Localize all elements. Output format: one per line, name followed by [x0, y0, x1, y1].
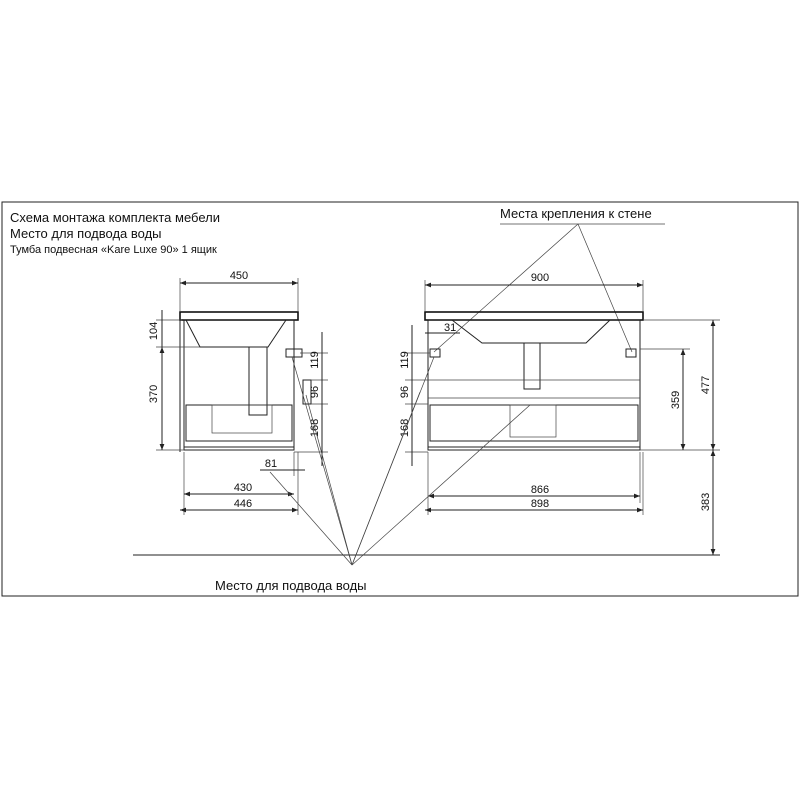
dim-side-430: 430 [233, 482, 253, 494]
dim-side-450: 450 [229, 270, 249, 282]
wall-mounts-label: Места крепления к стене [500, 206, 652, 221]
dim-front-31: 31 [444, 322, 457, 334]
diagram-subtitle-product: Тумба подвесная «Kare Luxe 90» 1 ящик [10, 244, 217, 256]
dim-front-359: 359 [670, 390, 682, 410]
dim-front-383: 383 [700, 492, 712, 512]
dim-front-96: 96 [399, 385, 411, 399]
diagram-title: Схема монтажа комплекта мебели [10, 210, 220, 225]
dim-front-900: 900 [530, 272, 550, 284]
dim-side-119: 119 [309, 351, 321, 369]
dim-side-96: 96 [309, 385, 321, 399]
diagram-subtitle-water: Место для подвода воды [10, 226, 162, 241]
dim-side-168: 168 [309, 418, 321, 438]
dim-front-866: 866 [530, 484, 550, 496]
wall-mount-leader-right [578, 224, 632, 352]
dim-front-119: 119 [399, 351, 411, 369]
front-view [399, 272, 720, 555]
dim-side-81: 81 [264, 458, 278, 470]
dim-side-104: 104 [148, 321, 160, 341]
side-view [148, 270, 328, 515]
dim-front-898: 898 [530, 498, 550, 510]
dim-front-168: 168 [399, 418, 411, 438]
dim-front-477: 477 [700, 375, 712, 395]
dim-side-370: 370 [148, 384, 160, 404]
dim-side-446: 446 [233, 498, 253, 510]
water-supply-label: Место для подвода воды [215, 578, 367, 593]
